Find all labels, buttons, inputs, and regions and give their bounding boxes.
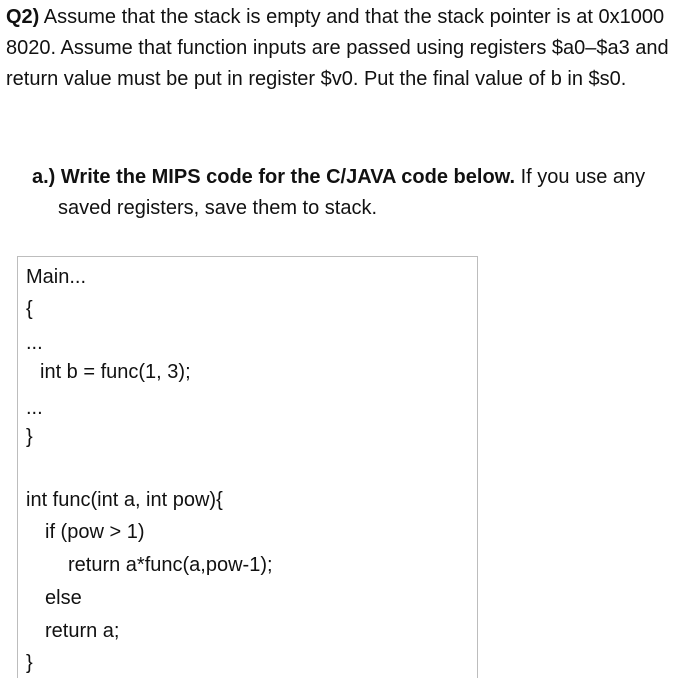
subquestion-label: a.) Write the MIPS code for the C/JAVA code below. — [32, 166, 516, 188]
code-line: if (pow > 1) — [45, 521, 145, 543]
code-line: } — [26, 652, 33, 674]
code-line: else — [45, 587, 82, 609]
question-label: Q2) — [6, 6, 40, 28]
code-line: { — [26, 298, 33, 320]
code-line: } — [26, 426, 33, 448]
code-line: ... — [26, 397, 43, 419]
subquestion-a — [32, 162, 677, 224]
code-line: return a; — [45, 620, 120, 642]
subquestion-body: If you use any saved registers, save them to stack. — [58, 166, 646, 219]
code-box — [17, 256, 478, 678]
code-line: Main... — [26, 266, 87, 288]
code-line: int func(int a, int pow){ — [26, 489, 223, 511]
code-line: ... — [26, 332, 43, 354]
question-text — [6, 2, 674, 95]
code-line: return a*func(a,pow-1); — [68, 554, 273, 576]
question-body: Assume that the stack is empty and that the stack pointer is at 0x1000 8020. Assume that function inputs are passed using registers $a0–$a3 and return value must be put in register $v0. Put the final value of b in $s0. — [6, 6, 669, 90]
code-line: int b = func(1, 3); — [40, 361, 191, 383]
